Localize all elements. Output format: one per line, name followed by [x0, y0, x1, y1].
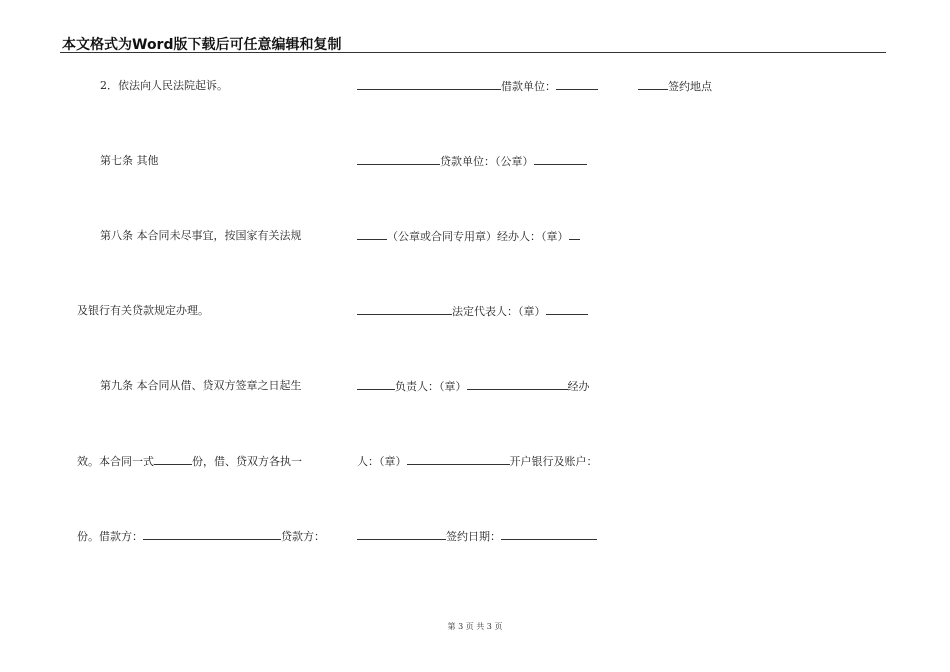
middle-blank-4a — [357, 304, 452, 315]
middle-line-3 — [357, 229, 580, 244]
left-line-6 — [77, 454, 302, 469]
handler-label-part: 经办 — [567, 380, 590, 393]
page-number-footer: 第 3 页 共 3 页 — [447, 622, 503, 631]
middle-blank-2a — [357, 154, 440, 165]
signing-date-label: 签约日期： — [446, 530, 501, 543]
left-line-6-text-a: 效。本合同一式 — [77, 455, 154, 468]
lender-label: 贷款方： — [281, 530, 325, 543]
middle-line-6 — [357, 454, 598, 469]
middle-line-4 — [357, 304, 588, 319]
left-line-5: 第九条 本合同从借、贷双方签章之日起生 — [100, 379, 302, 392]
middle-blank-3b — [569, 229, 580, 240]
left-line-4: 及银行有关贷款规定办理。 — [77, 304, 209, 317]
document-header-title: 本文格式为Word版下载后可任意编辑和复制 — [62, 37, 342, 53]
middle-blank-7a — [357, 529, 446, 540]
middle-blank-3a — [357, 229, 387, 240]
left-line-7 — [77, 529, 325, 544]
middle-blank-1a — [357, 79, 501, 90]
middle-line-7 — [357, 529, 597, 544]
middle-blank-1b — [556, 79, 598, 90]
borrower-blank — [143, 529, 281, 540]
left-line-3: 第八条 本合同未尽事宜，按国家有关法规 — [100, 229, 302, 242]
left-line-1: 2．依法向人民法院起诉。 — [100, 79, 228, 92]
middle-blank-5b — [467, 379, 568, 390]
middle-blank-2b — [534, 154, 587, 165]
middle-blank-7b — [501, 529, 597, 540]
signing-place-blank — [638, 79, 668, 90]
middle-line-2 — [357, 154, 587, 169]
left-line-6-text-b: 份，借、贷双方各执一 — [192, 455, 302, 468]
signing-place-line — [638, 79, 712, 94]
left-line-2: 第七条 其他 — [100, 154, 159, 167]
legal-rep-label: 法定代表人：（章） — [452, 305, 546, 318]
lending-unit-label: 贷款单位：（公章） — [440, 155, 534, 168]
middle-blank-6 — [407, 454, 510, 465]
middle-blank-4b — [546, 304, 588, 315]
seal-handler-label: （公章或合同专用章）经办人：（章） — [387, 230, 569, 243]
bank-account-label: 开户银行及账户： — [509, 455, 598, 468]
signing-place-label: 签约地点 — [668, 80, 712, 93]
person-seal-label: 人：（章） — [357, 455, 407, 468]
middle-line-1 — [357, 79, 598, 94]
copies-blank — [154, 454, 192, 465]
middle-blank-5a — [357, 379, 395, 390]
borrower-label: 份。借款方： — [77, 530, 143, 543]
header-divider — [60, 52, 886, 53]
borrowing-unit-label: 借款单位： — [501, 80, 556, 93]
middle-line-5 — [357, 379, 590, 394]
person-in-charge-label: 负责人：（章） — [395, 380, 467, 393]
